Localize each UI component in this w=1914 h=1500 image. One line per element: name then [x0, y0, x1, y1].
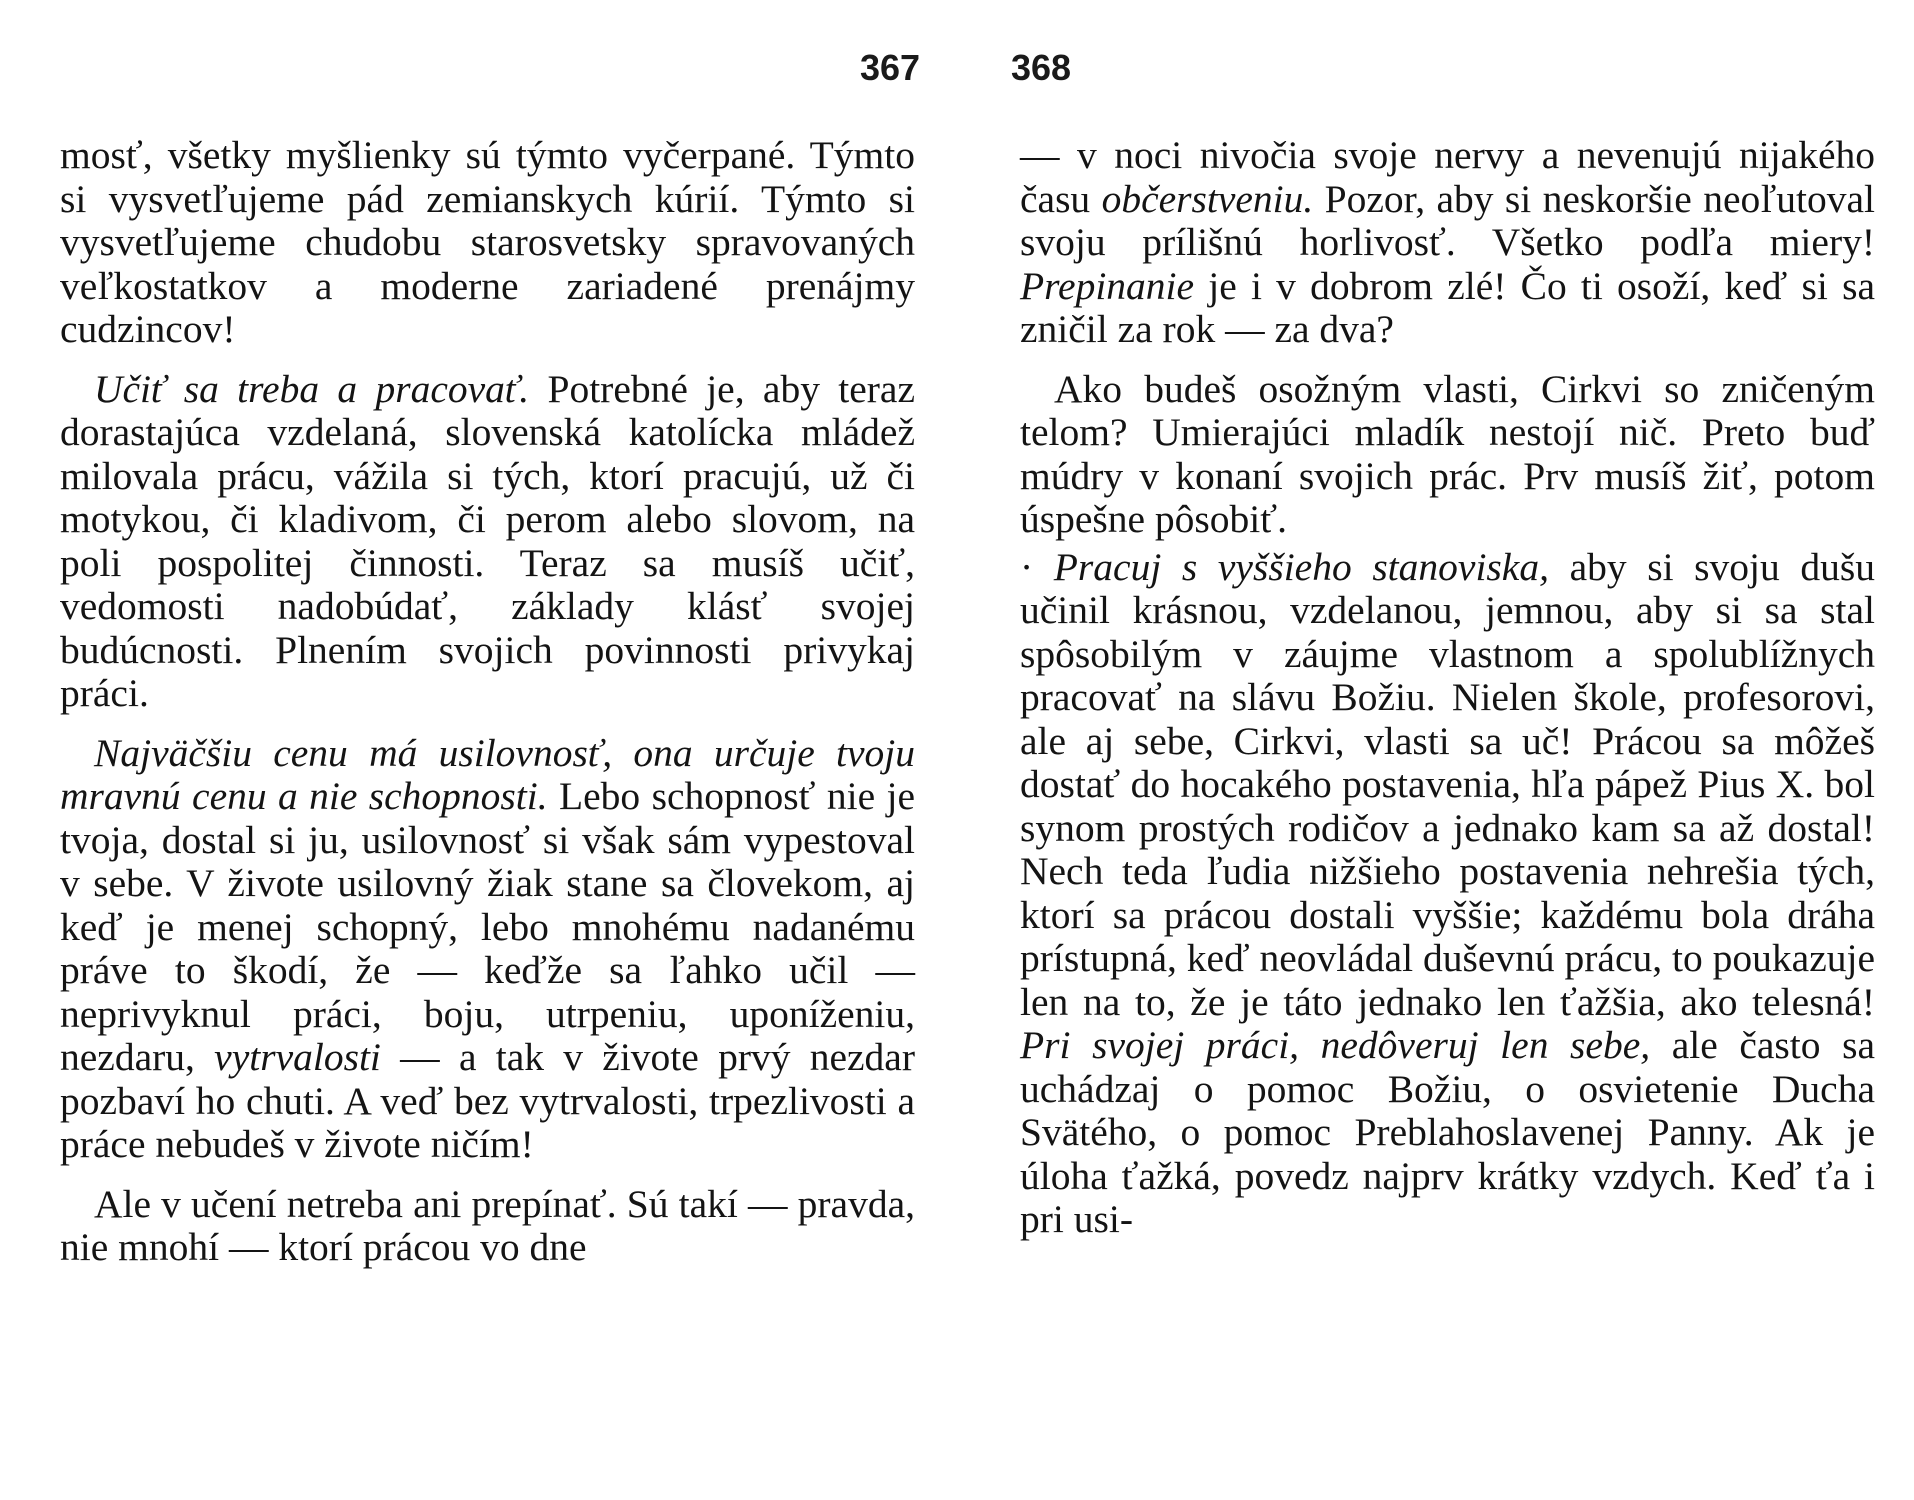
paragraph — [60, 1183, 915, 1270]
bullet-mark: · — [1020, 544, 1034, 589]
text-run: mosť, všetky myšlienky sú týmto vyčerpané. Týmto si vysvetľujeme pád zemianskych kúrií. Týmto si vysvetľujeme chudobu starosvetsky spravovaných veľkostatkov a moderne zariadené prenájmy cudzincov! — [60, 133, 915, 351]
text-run: je i v dobrom zlé! Čo ti osoží, keď si sa zničil za rok — za dva? — [1020, 263, 1875, 351]
emphasis: Učiť sa treba a pracovať. — [94, 366, 530, 411]
paragraph — [60, 134, 915, 352]
text-run: Pozor, aby si neskoršie neoľutoval svoju prílišnú horlivosť. Všetko podľa miery! — [1020, 176, 1876, 264]
emphasis: Najväčšiu cenu má usilovnosť, ona určuje tvoju mravnú cenu a nie schopnosti. — [60, 730, 915, 818]
paragraph — [60, 732, 915, 1167]
emphasis: vytrvalosti — [214, 1035, 381, 1079]
emphasis: Pracuj s vyššieho stanoviska, — [1053, 544, 1549, 589]
page-number-right: 368 — [1011, 47, 1072, 88]
right-page-text — [1020, 134, 1875, 1242]
text-run: ale často sa uchádzaj o pomoc Božiu, o osvietenie Ducha Svätého, o pomoc Preblahoslavenej Panny. Ak je úloha ťažká, povedz najprv krátky vzdych. Keď ťa i pri usi- — [1020, 1023, 1875, 1241]
text-run: Ale v učení netreba ani prepínať. Sú takí — pravda, nie mnohí — ktorí prácou vo dne — [60, 1181, 915, 1269]
emphasis: Pri svojej práci, nedôveruj len sebe, — [1020, 1023, 1651, 1067]
text-run: — v noci nivočia svoje nervy a nevenujú nijakého času — [1020, 133, 1875, 221]
emphasis: Prepinanie — [1020, 263, 1195, 308]
page-number-left: 367 — [860, 47, 921, 88]
text-run: aby si svoju dušu učinil krásnou, vzdelanou, jemnou, aby si sa stal spôsobilým v záujme vlastnom a spolublížnych pracovať na slávu Božiu. Nielen škole, profesorovi, ale aj sebe, Cirkvi, vlasti sa uč! Prácou sa môžeš dostať do hocakého postavenia, hľa pápež Pius X. bol synom prostých rodičov a jednako kam sa až dostal! Nech teda ľudia nižšieho postavenia nehrešia tých, ktorí sa prácou dostali vyššie; každému bola dráha prístupná, keď neovládal duševnú prácu, to poukazuje len na to, že je táto jednako len ťažšia, ako telesná! — [1020, 544, 1876, 1024]
left-page-text — [60, 134, 915, 1270]
emphasis: občerstveniu. — [1101, 176, 1314, 221]
text-run: — a tak v živote prvý nezdar pozbaví ho chuti. A veď bez vytrvalosti, trpezlivosti a práce nebudeš v živote ničím! — [60, 1035, 915, 1166]
paragraph — [1020, 134, 1875, 352]
paragraph — [1020, 368, 1875, 542]
paragraph — [60, 368, 915, 716]
paragraph — [1020, 546, 1875, 1242]
text-run: Lebo schopnosť nie je tvoja, dostal si ju, usilovnosť si však sám vypestoval v sebe. V živote usilovný žiak stane sa človekom, aj keď je menej schopný, lebo mnohému nadanému práve to škodí, že — keďže sa ľahko učil — neprivyknul práci, boju, utrpeniu, uponíženiu, nezdaru, — [60, 774, 915, 1079]
text-run: Potrebné je, aby teraz dorastajúca vzdelaná, slovenská katolícka mládež milovala prácu, vážila si tých, ktorí pracujú, už či motykou, či kladivom, či perom alebo slovom, na poli pospolitej činnosti. Teraz sa musíš učiť, vedomosti nadobúdať, základy klásť svojej budúcnosti. Plnením svojich povinnosti privykaj práci. — [60, 366, 915, 715]
text-run: Ako budeš osožným vlasti, Cirkvi so zničeným telom? Umierajúci mladík nestojí nič. Preto buď múdry v konaní svojich prác. Prv musíš žiť, potom úspešne pôsobiť. — [1020, 366, 1875, 541]
